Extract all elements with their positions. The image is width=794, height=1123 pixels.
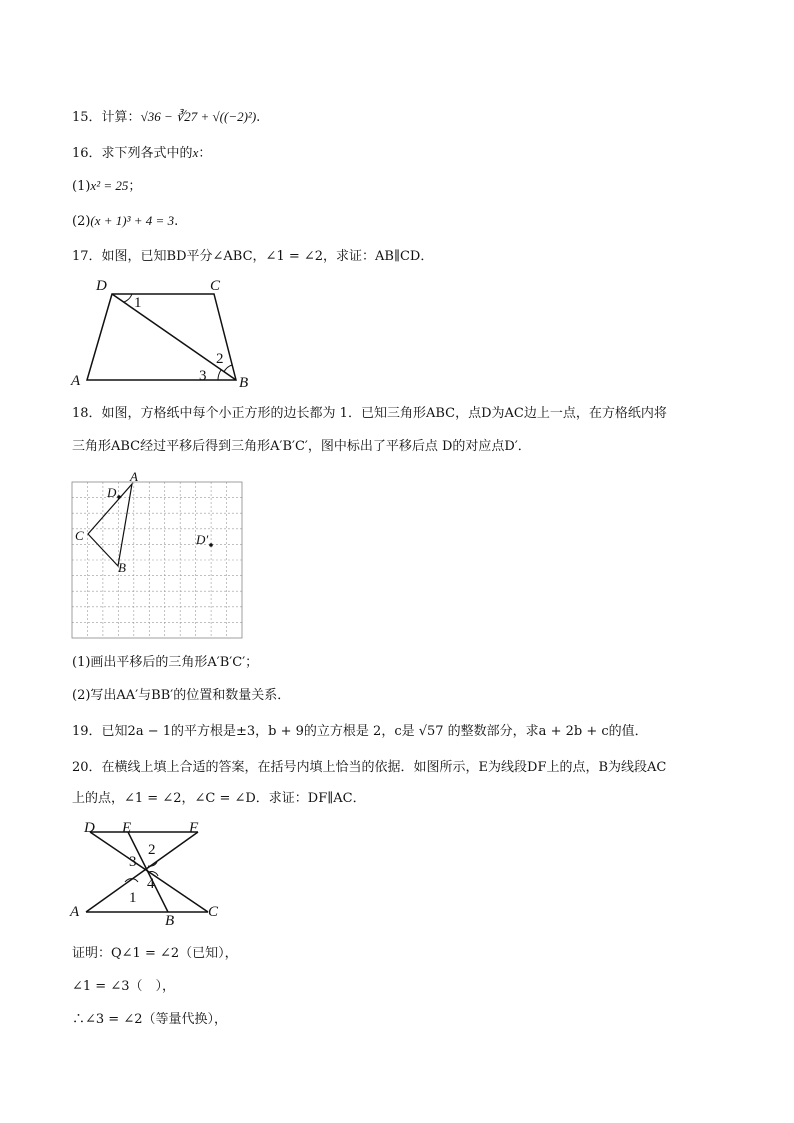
label-b: B <box>239 375 249 390</box>
question-19 <box>72 722 648 742</box>
question-20-line-2 <box>72 789 366 809</box>
punct: ； <box>128 179 142 194</box>
label-b: B <box>118 560 126 575</box>
question-number: 16． <box>72 146 102 161</box>
label-angle-3: 3 <box>129 854 137 870</box>
label-angle-4: 4 <box>147 876 155 892</box>
label-angle-3: 3 <box>199 368 207 384</box>
punct: . <box>174 214 179 229</box>
label-a: A <box>70 904 80 920</box>
label-angle-2: 2 <box>216 351 224 367</box>
label-angle-1: 1 <box>134 295 142 311</box>
label-d-prime: D′ <box>196 532 209 547</box>
figure-grid <box>70 468 248 643</box>
colon: ： <box>198 146 212 161</box>
trapezoid-outline <box>87 294 236 380</box>
question-16-part-1 <box>72 176 141 197</box>
label-b: B <box>165 913 175 928</box>
label-angle-1: 1 <box>129 890 137 906</box>
question-16-part-2 <box>72 211 178 232</box>
label-f: F <box>189 820 199 836</box>
question-number: 20． <box>72 760 102 775</box>
question-text: 三角形ABC经过平移后得到三角形A′B′C′，图中标出了平移后点 D的对应点D′． <box>72 439 531 454</box>
question-text: 求下列各式中的 <box>101 146 193 161</box>
angle-arc-1 <box>124 294 132 302</box>
label-e: E <box>122 820 132 836</box>
proof-text: 证明：Q∠1 = ∠2（已知）， <box>72 946 238 961</box>
grid-lines <box>72 482 242 638</box>
label-a: A <box>130 469 138 484</box>
question-18-sub-1 <box>72 653 258 673</box>
label-angle-2: 2 <box>148 842 156 858</box>
question-20-line-1 <box>72 758 666 778</box>
question-18-line-2 <box>72 437 531 457</box>
label-c: C <box>208 904 219 920</box>
question-15 <box>72 107 260 128</box>
proof-line-2 <box>72 977 175 997</box>
question-number: 19． <box>72 724 102 739</box>
sub-question-text: (1)画出平移后的三角形A′B′C′； <box>72 655 259 670</box>
sub-question-text: (2)写出AA′与BB′的位置和数量关系． <box>72 688 291 703</box>
label-d: D <box>107 485 117 500</box>
label-d: D <box>84 820 95 836</box>
period: . <box>256 110 261 125</box>
line-af <box>86 832 198 912</box>
question-18-sub-2 <box>72 686 290 706</box>
point-d <box>117 495 121 499</box>
proof-line-1 <box>72 944 238 964</box>
question-number: 17． <box>72 249 102 264</box>
question-lead: 计算： <box>101 110 141 125</box>
part-label: (1) <box>72 179 91 194</box>
question-text: 如图，已知BD平分∠ABC，∠1 = ∠2，求证：AB∥CD． <box>101 249 434 264</box>
label-c: C <box>75 528 84 543</box>
label-a: A <box>71 373 81 389</box>
math-expression: (x + 1)³ + 4 = 3 <box>90 213 175 228</box>
variable: x <box>192 145 199 160</box>
angle-arc-2 <box>224 365 232 372</box>
proof-line-3 <box>72 1010 227 1030</box>
question-number: 18． <box>72 406 102 421</box>
label-d: D <box>96 278 107 294</box>
question-18-line-1 <box>72 404 667 424</box>
question-16 <box>72 143 211 164</box>
math-expression: √36 − ∛27 + √((−2)²) <box>140 109 257 124</box>
question-number: 15． <box>72 110 102 125</box>
proof-text: ∠1 = ∠3（ ）， <box>72 979 175 994</box>
question-text: 如图，方格纸中每个小正方形的边长都为 1．已知三角形ABC，点D为AC边上一点，在方格纸内将 <box>101 406 667 421</box>
question-text: 已知2a − 1的平方根是±3，b + 9的立方根是 2，c是 √57 的整数部分，求a + 2b + c的值． <box>101 724 648 739</box>
question-17 <box>72 247 433 267</box>
math-expression: x² = 25 <box>90 178 129 193</box>
label-c: C <box>210 278 221 294</box>
question-text: 上的点，∠1 = ∠2，∠C = ∠D．求证：DF∥AC． <box>72 791 366 806</box>
part-label: (2) <box>72 214 91 229</box>
figure-trapezoid <box>66 274 266 390</box>
proof-text: ∴∠3 = ∠2（等量代换）， <box>72 1012 227 1027</box>
figure-crossing-lines <box>68 818 228 928</box>
question-text: 在横线上填上合适的答案，在括号内填上恰当的依据．如图所示，E为线段DF上的点，B为线段AC <box>101 760 667 775</box>
angle-arc-3 <box>218 370 221 380</box>
point-d-prime <box>209 543 213 547</box>
